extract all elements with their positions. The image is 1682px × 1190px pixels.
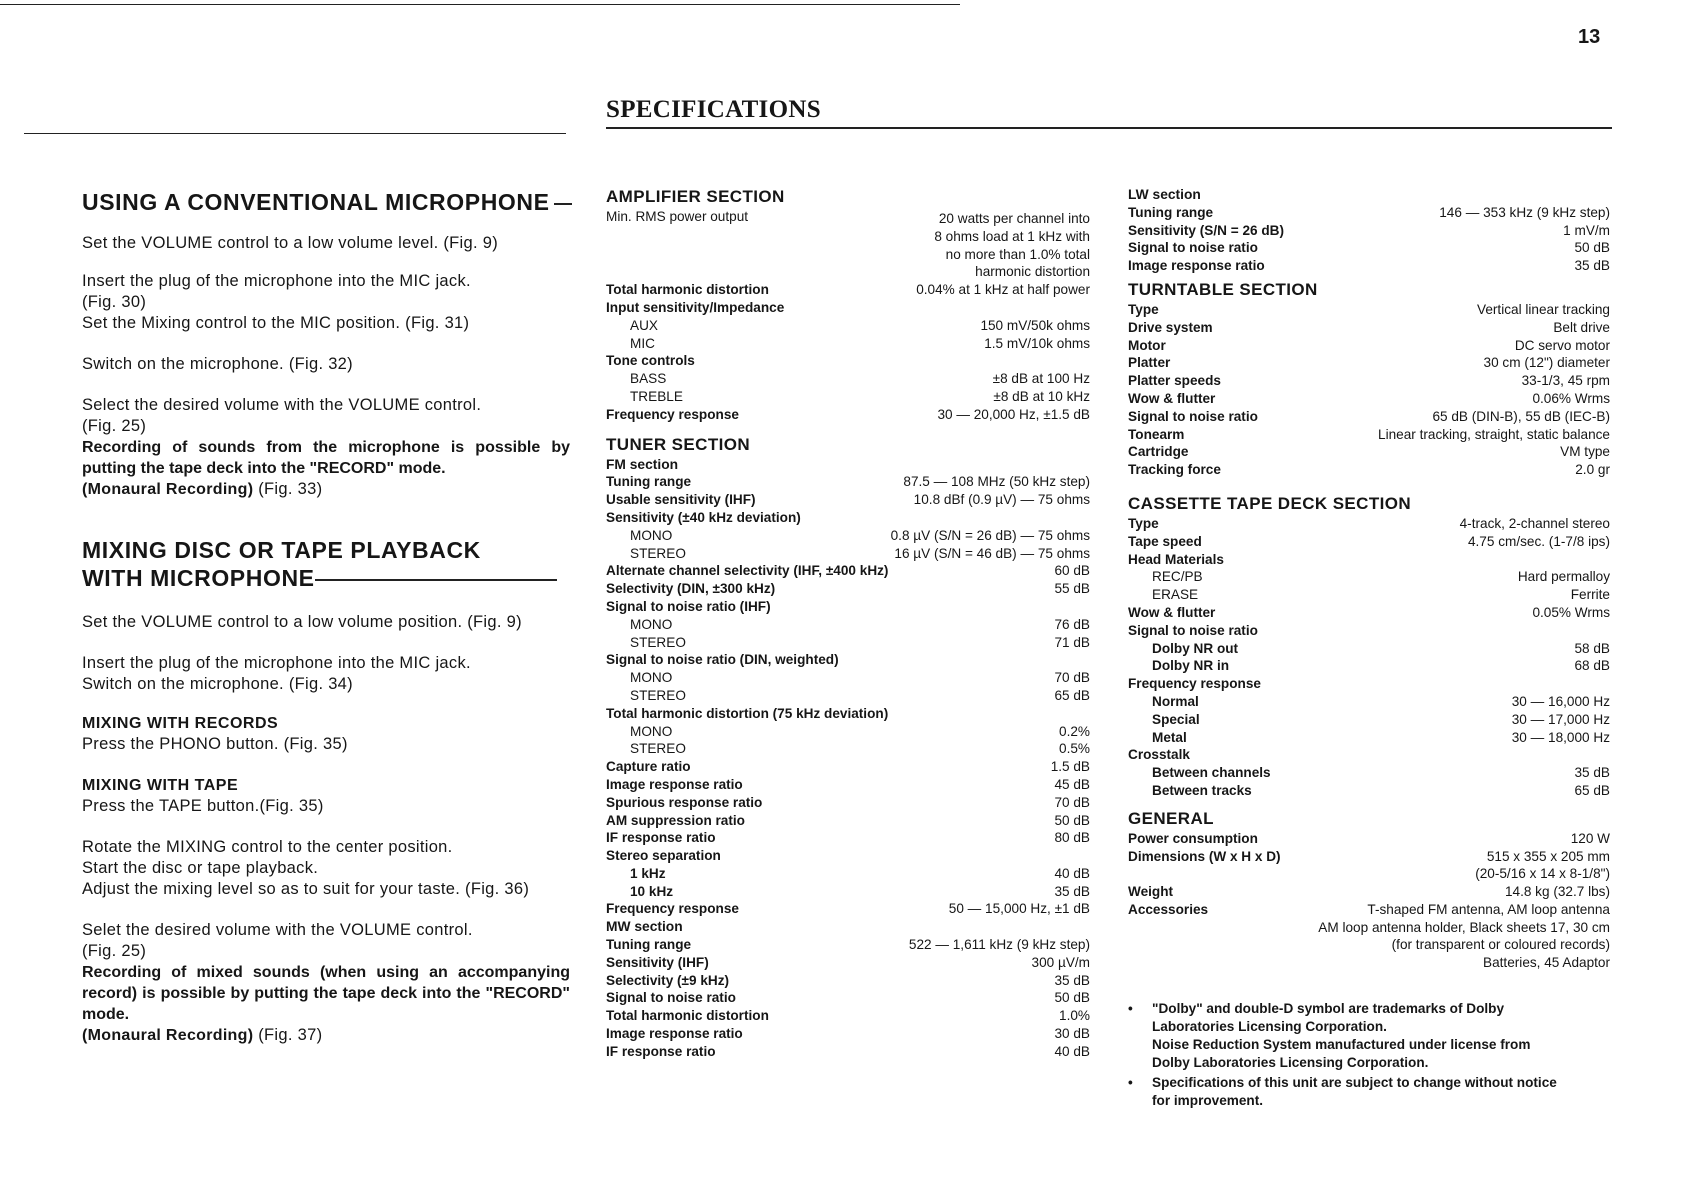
mic-step-2: Insert the plug of the microphone into the MIC jack. (Fig. 30) Set the Mixing control to the MIC position. (Fig. 31) [82,272,471,332]
mic-step-4: Select the desired volume with the VOLUME control. (Fig. 25) Recording of sounds from the microphone is possible by putting the tape deck into the "RECORD" mode. (Monaural Recording) (Fig. 33) [82,396,570,498]
spec-row: MONO 0.2% [630,723,1090,739]
spec-row: Dimensions (W x H x D) 515 x 355 x 205 mm (20-5/16 x 14 x 8-1/8") [1128,848,1610,882]
spec-row: Sensitivity (IHF) 300 µV/m [606,954,1090,970]
mix-step-1: Set the VOLUME control to a low volume position. (Fig. 9) [82,613,522,631]
spec-row: TREBLE ±8 dB at 10 kHz [630,388,1090,404]
spec-row: Cartridge VM type [1128,444,1610,460]
mic-heading: USING A CONVENTIONAL MICROPHONE [82,188,570,216]
spec-row: Total harmonic distortion (75 kHz deviation) [606,705,889,721]
footnotes [1128,1000,1558,1112]
spec-row: MONO 70 dB [630,670,1090,686]
spec-row: Spurious response ratio 70 dB [606,794,1090,810]
spec-row: Min. RMS power output 20 watts per channel into 8 ohms load at 1 kHz with no more than 1.0% total harmonic distortion [606,209,1090,280]
spec-row: STEREO 71 dB [630,634,1090,650]
mix-record-note: Recording of mixed sounds (when using an accompanying record) is possible by putting the tape deck into the "RECORD" mode. [82,964,570,1023]
spec-row: Input sensitivity/Impedance [606,299,785,315]
mixing-with-records: MIXING WITH RECORDS Press the PHONO button. (Fig. 35) [82,715,348,753]
mix-step-5: Rotate the MIXING control to the center position. Start the disc or tape playback. Adjust the mixing level so as to suit for your taste. (Fig. 36) [82,838,530,898]
top-rule [0,4,960,5]
spec-row: Dolby NR in 68 dB [1152,658,1610,674]
heading-line [315,579,557,581]
spec-row: Weight 14.8 kg (32.7 lbs) [1128,884,1610,900]
spec-row: Motor DC servo motor [1128,337,1610,353]
spec-row: Normal 30 — 16,000 Hz [1152,693,1610,709]
spec-row: Signal to noise ratio (DIN, weighted) [606,652,839,668]
spec-row: AUX 150 mV/50k ohms [630,317,1090,333]
spec-row: Signal to noise ratio [1128,622,1258,638]
spec-row: Stereo separation [606,848,721,864]
spec-row: Tuning range 87.5 — 108 MHz (50 kHz step) [606,474,1090,490]
spec-row: Frequency response 50 — 15,000 Hz, ±1 dB [606,901,1090,917]
spec-row: IF response ratio 80 dB [606,830,1090,846]
spec-row: Selectivity (DIN, ±300 kHz) 55 dB [606,581,1090,597]
spec-row: STEREO 0.5% [630,741,1090,757]
page-title: SPECIFICATIONS [606,96,821,123]
dolby-note: • "Dolby" and double-D symbol are trademarks of Dolby Laboratories Licensing Corporation. Noise Reduction System manufactured under license from Dolby Laboratories Licensing Corporation. [1128,1001,1531,1070]
spec-row: Head Materials [1128,551,1224,567]
spec-column-middle [606,186,1090,1061]
spec-row: Signal to noise ratio 50 dB [606,990,1090,1006]
instructions-column [82,188,570,1046]
amplifier-section-title: AMPLIFIER SECTION [606,187,785,206]
spec-row: Crosstalk [1128,747,1190,763]
spec-row: Frequency response 30 — 20,000 Hz, ±1.5 dB [606,406,1090,422]
spec-row: Accessories T-shaped FM antenna, AM loop antenna AM loop antenna holder, Black sheets 17, 30 cm (for transparent or coloured records) Batteries, 45 Adaptor [1128,901,1610,971]
spec-row: Frequency response [1128,676,1261,692]
mix-step-6: Selet the desired volume with the VOLUME control. (Fig. 25) Recording of mixed sounds (when using an accompanying record) is possible by putting the tape deck into the "RECORD" mode. (Monaural Recording) (Fig. 37) [82,921,570,1044]
spec-row: Special 30 — 17,000 Hz [1152,711,1610,727]
spec-row: Tone controls [606,353,695,369]
tuner-section-title: TUNER SECTION [606,434,751,454]
general-section-title: GENERAL [1128,808,1214,828]
spec-row: 1 kHz 40 dB [630,865,1090,881]
spec-row: Type Vertical linear tracking [1128,301,1610,317]
spec-column-right [1128,186,1610,972]
spec-row: MONO 76 dB [630,616,1090,632]
title-rule [606,127,1612,129]
spec-row: Sensitivity (S/N = 26 dB) 1 mV/m [1128,222,1610,238]
mic-step-3: Switch on the microphone. (Fig. 32) [82,355,353,373]
spec-row: ERASE Ferrite [1152,587,1610,603]
spec-row: Tape speed 4.75 cm/sec. (1-7/8 ips) [1128,533,1610,549]
bullet-icon: • [1128,1001,1133,1016]
mic-step-1: Set the VOLUME control to a low volume level. (Fig. 9) [82,234,499,252]
spec-row: Between channels 35 dB [1152,765,1610,781]
spec-row: Image response ratio 35 dB [1128,258,1610,274]
spec-row: Sensitivity (±40 kHz deviation) [606,509,801,525]
spec-row: Signal to noise ratio 65 dB (DIN-B), 55 dB (IEC-B) [1128,408,1610,424]
spec-row: AM suppression ratio 50 dB [606,812,1090,828]
spec-row: Drive system Belt drive [1128,319,1610,335]
heading-dash [554,203,572,205]
bullet-icon: • [1128,1075,1133,1090]
spec-row: MONO 0.8 µV (S/N = 26 dB) — 75 ohms [630,527,1090,543]
cassette-section-title: CASSETTE TAPE DECK SECTION [1128,493,1412,513]
change-notice: • Specifications of this unit are subject to change without notice for improvement. [1128,1075,1557,1108]
fm-subsection: FM section [606,456,679,472]
spec-row: STEREO 65 dB [630,687,1090,703]
spec-row: Alternate channel selectivity (IHF, ±400 kHz) 60 dB [606,563,1090,579]
spec-row: 10 kHz 35 dB [630,883,1090,899]
spec-row: STEREO 16 µV (S/N = 46 dB) — 75 ohms [630,545,1090,561]
lw-subsection: LW section [1128,187,1201,202]
spec-row: Tonearm Linear tracking, straight, static balance [1128,426,1610,442]
spec-row: Between tracks 65 dB [1152,782,1610,798]
spec-row: Dolby NR out 58 dB [1152,640,1610,656]
mixing-with-tape: MIXING WITH TAPE Press the TAPE button.(Fig. 35) [82,777,324,815]
spec-row: Type 4-track, 2-channel stereo [1128,515,1610,531]
mw-subsection: MW section [606,919,683,935]
spec-row: Power consumption 120 W [1128,830,1610,846]
spec-row: Image response ratio 45 dB [606,776,1090,792]
mix-heading: MIXING DISC OR TAPE PLAYBACK WITH MICROPHONE [82,536,570,592]
spec-row: BASS ±8 dB at 100 Hz [630,371,1090,387]
spec-row: Metal 30 — 18,000 Hz [1152,729,1610,745]
turntable-section-title: TURNTABLE SECTION [1128,279,1318,299]
spec-row: Signal to noise ratio (IHF) [606,598,771,614]
spec-row: Wow & flutter 0.06% Wrms [1128,390,1610,406]
left-header-rule [24,133,566,134]
spec-row: Tracking force 2.0 gr [1128,462,1610,478]
spec-row: Signal to noise ratio 50 dB [1128,240,1610,256]
spec-row: IF response ratio 40 dB [606,1043,1090,1059]
spec-row: Image response ratio 30 dB [606,1026,1090,1042]
spec-row: Total harmonic distortion 0.04% at 1 kHz at half power [606,282,1090,298]
spec-row: Tuning range 522 — 1,611 kHz (9 kHz step) [606,937,1090,953]
spec-row: Usable sensitivity (IHF) 10.8 dBf (0.9 µV) — 75 ohms [606,492,1090,508]
mix-step-2: Insert the plug of the microphone into the MIC jack. Switch on the microphone. (Fig. 34) [82,654,471,693]
spec-row: Selectivity (±9 kHz) 35 dB [606,972,1090,988]
spec-row: MIC 1.5 mV/10k ohms [630,335,1090,351]
spec-row: Wow & flutter 0.05% Wrms [1128,604,1610,620]
spec-row: Total harmonic distortion 1.0% [606,1008,1090,1024]
mic-record-note: Recording of sounds from the microphone is possible by putting the tape deck into the "RECORD" mode. [82,439,570,477]
spec-row: Platter 30 cm (12") diameter [1128,355,1610,371]
spec-row: Platter speeds 33-1/3, 45 rpm [1128,373,1610,389]
spec-row: Tuning range 146 — 353 kHz (9 kHz step) [1128,204,1610,220]
spec-row: Capture ratio 1.5 dB [606,759,1090,775]
page-number: 13 [1578,26,1601,48]
spec-row: REC/PB Hard permalloy [1152,569,1610,585]
